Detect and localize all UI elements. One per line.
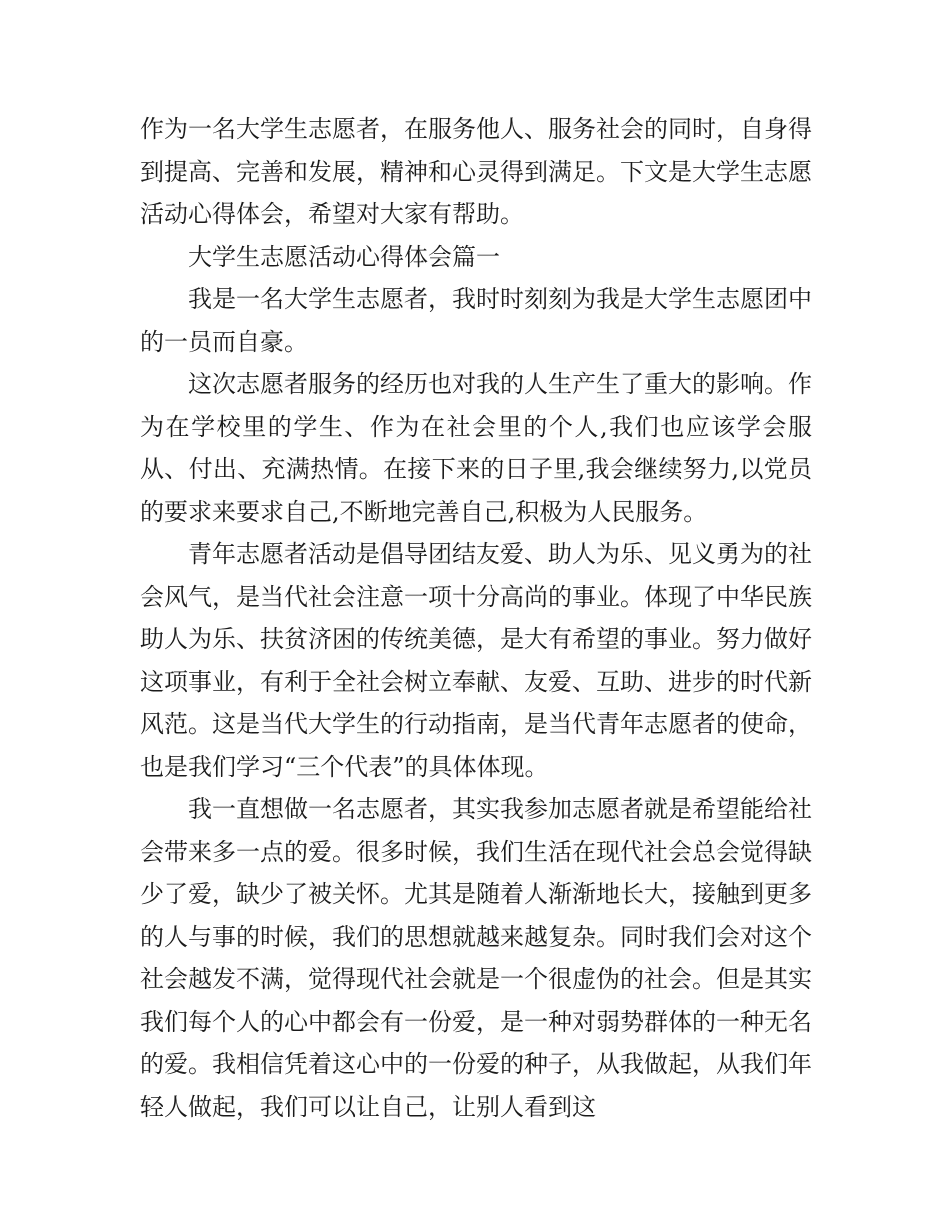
section-heading: 大学生志愿活动心得体会篇一	[188, 242, 500, 271]
paragraph-intro: 作为一名大学生志愿者，在服务他人、服务社会的同时，自身得到提高、完善和发展，精神和心灵得到满足。下文是大学生志愿活动心得体会，希望对大家有帮助。	[140, 115, 812, 228]
paragraph-4: 我一直想做一名志愿者，其实我参加志愿者就是希望能给社会带来多一点的爱。很多时候，我们生活在现代社会总会觉得缺少了爱，缺少了被关怀。尤其是随着人渐渐地长大，接触到更多的人与事的时候，我们的思想就越来越复杂。同时我们会对这个社会越发不满，觉得现代社会就是一个很虚伪的社会。但是其实我们每个人的心中都会有一份爱，是一种对弱势群体的一种无名的爱。我相信凭着这心中的一份爱的种子，从我做起，从我们年轻人做起，我们可以让自己，让别人看到这	[140, 795, 812, 1121]
paragraph-1: 我是一名大学生志愿者，我时时刻刻为我是大学生志愿团中的一员而自豪。	[140, 285, 812, 356]
document-page	[140, 108, 812, 1128]
paragraph-2: 这次志愿者服务的经历也对我的人生产生了重大的影响。作为在学校里的学生、作为在社会里的个人,我们也应该学会服从、付出、充满热情。在接下来的日子里,我会继续努力,以党员的要求来要求自己,不断地完善自己,积极为人民服务。	[140, 370, 812, 526]
paragraph-3: 青年志愿者活动是倡导团结友爱、助人为乐、见义勇为的社会风气，是当代社会注意一项十分高尚的事业。体现了中华民族助人为乐、扶贫济困的传统美德，是大有希望的事业。努力做好这项事业，有利于全社会树立奉献、友爱、互助、进步的时代新风范。这是当代大学生的行动指南，是当代青年志愿者的使命，也是我们学习“三个代表”的具体体现。	[140, 540, 812, 781]
